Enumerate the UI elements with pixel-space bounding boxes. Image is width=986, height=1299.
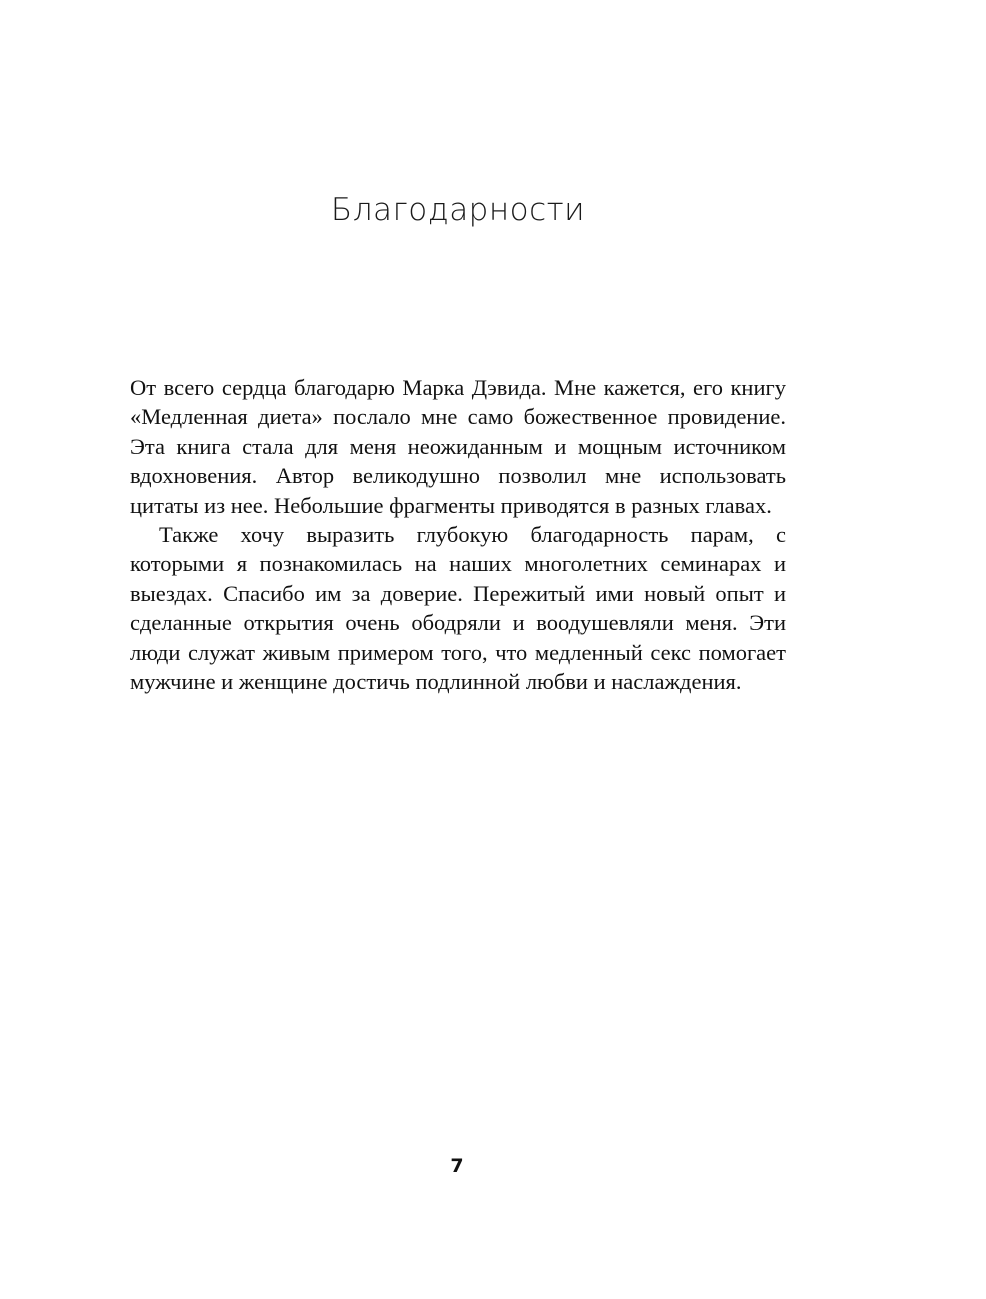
page-number: 7 <box>450 1155 464 1177</box>
paragraph-1: От всего сердца благодарю Марка Дэвида. Мне кажется, его книгу «Медленная диета» послало мне само божественное провидение. Эта книга стала для меня неожиданным и мощным источником вдохновения. Автор великодушно позволил мне использовать цитаты из нее. Небольшие фрагменты приводятся в разных главах. <box>130 375 786 518</box>
paragraph-2: Также хочу выразить глубокую благодарность парам, с которыми я познакомилась на наших многолетних семинарах и выездах. Спасибо им за доверие. Пережитый ими новый опыт и сделанные открытия очень ободряли и воодушевляли меня. Эти люди служат живым примером того, что медленный секс помогает мужчине и женщине достичь подлинной любви и наслаждения. <box>130 522 786 695</box>
page-title: Благодарности <box>330 192 586 228</box>
acknowledgements-text <box>130 373 786 696</box>
